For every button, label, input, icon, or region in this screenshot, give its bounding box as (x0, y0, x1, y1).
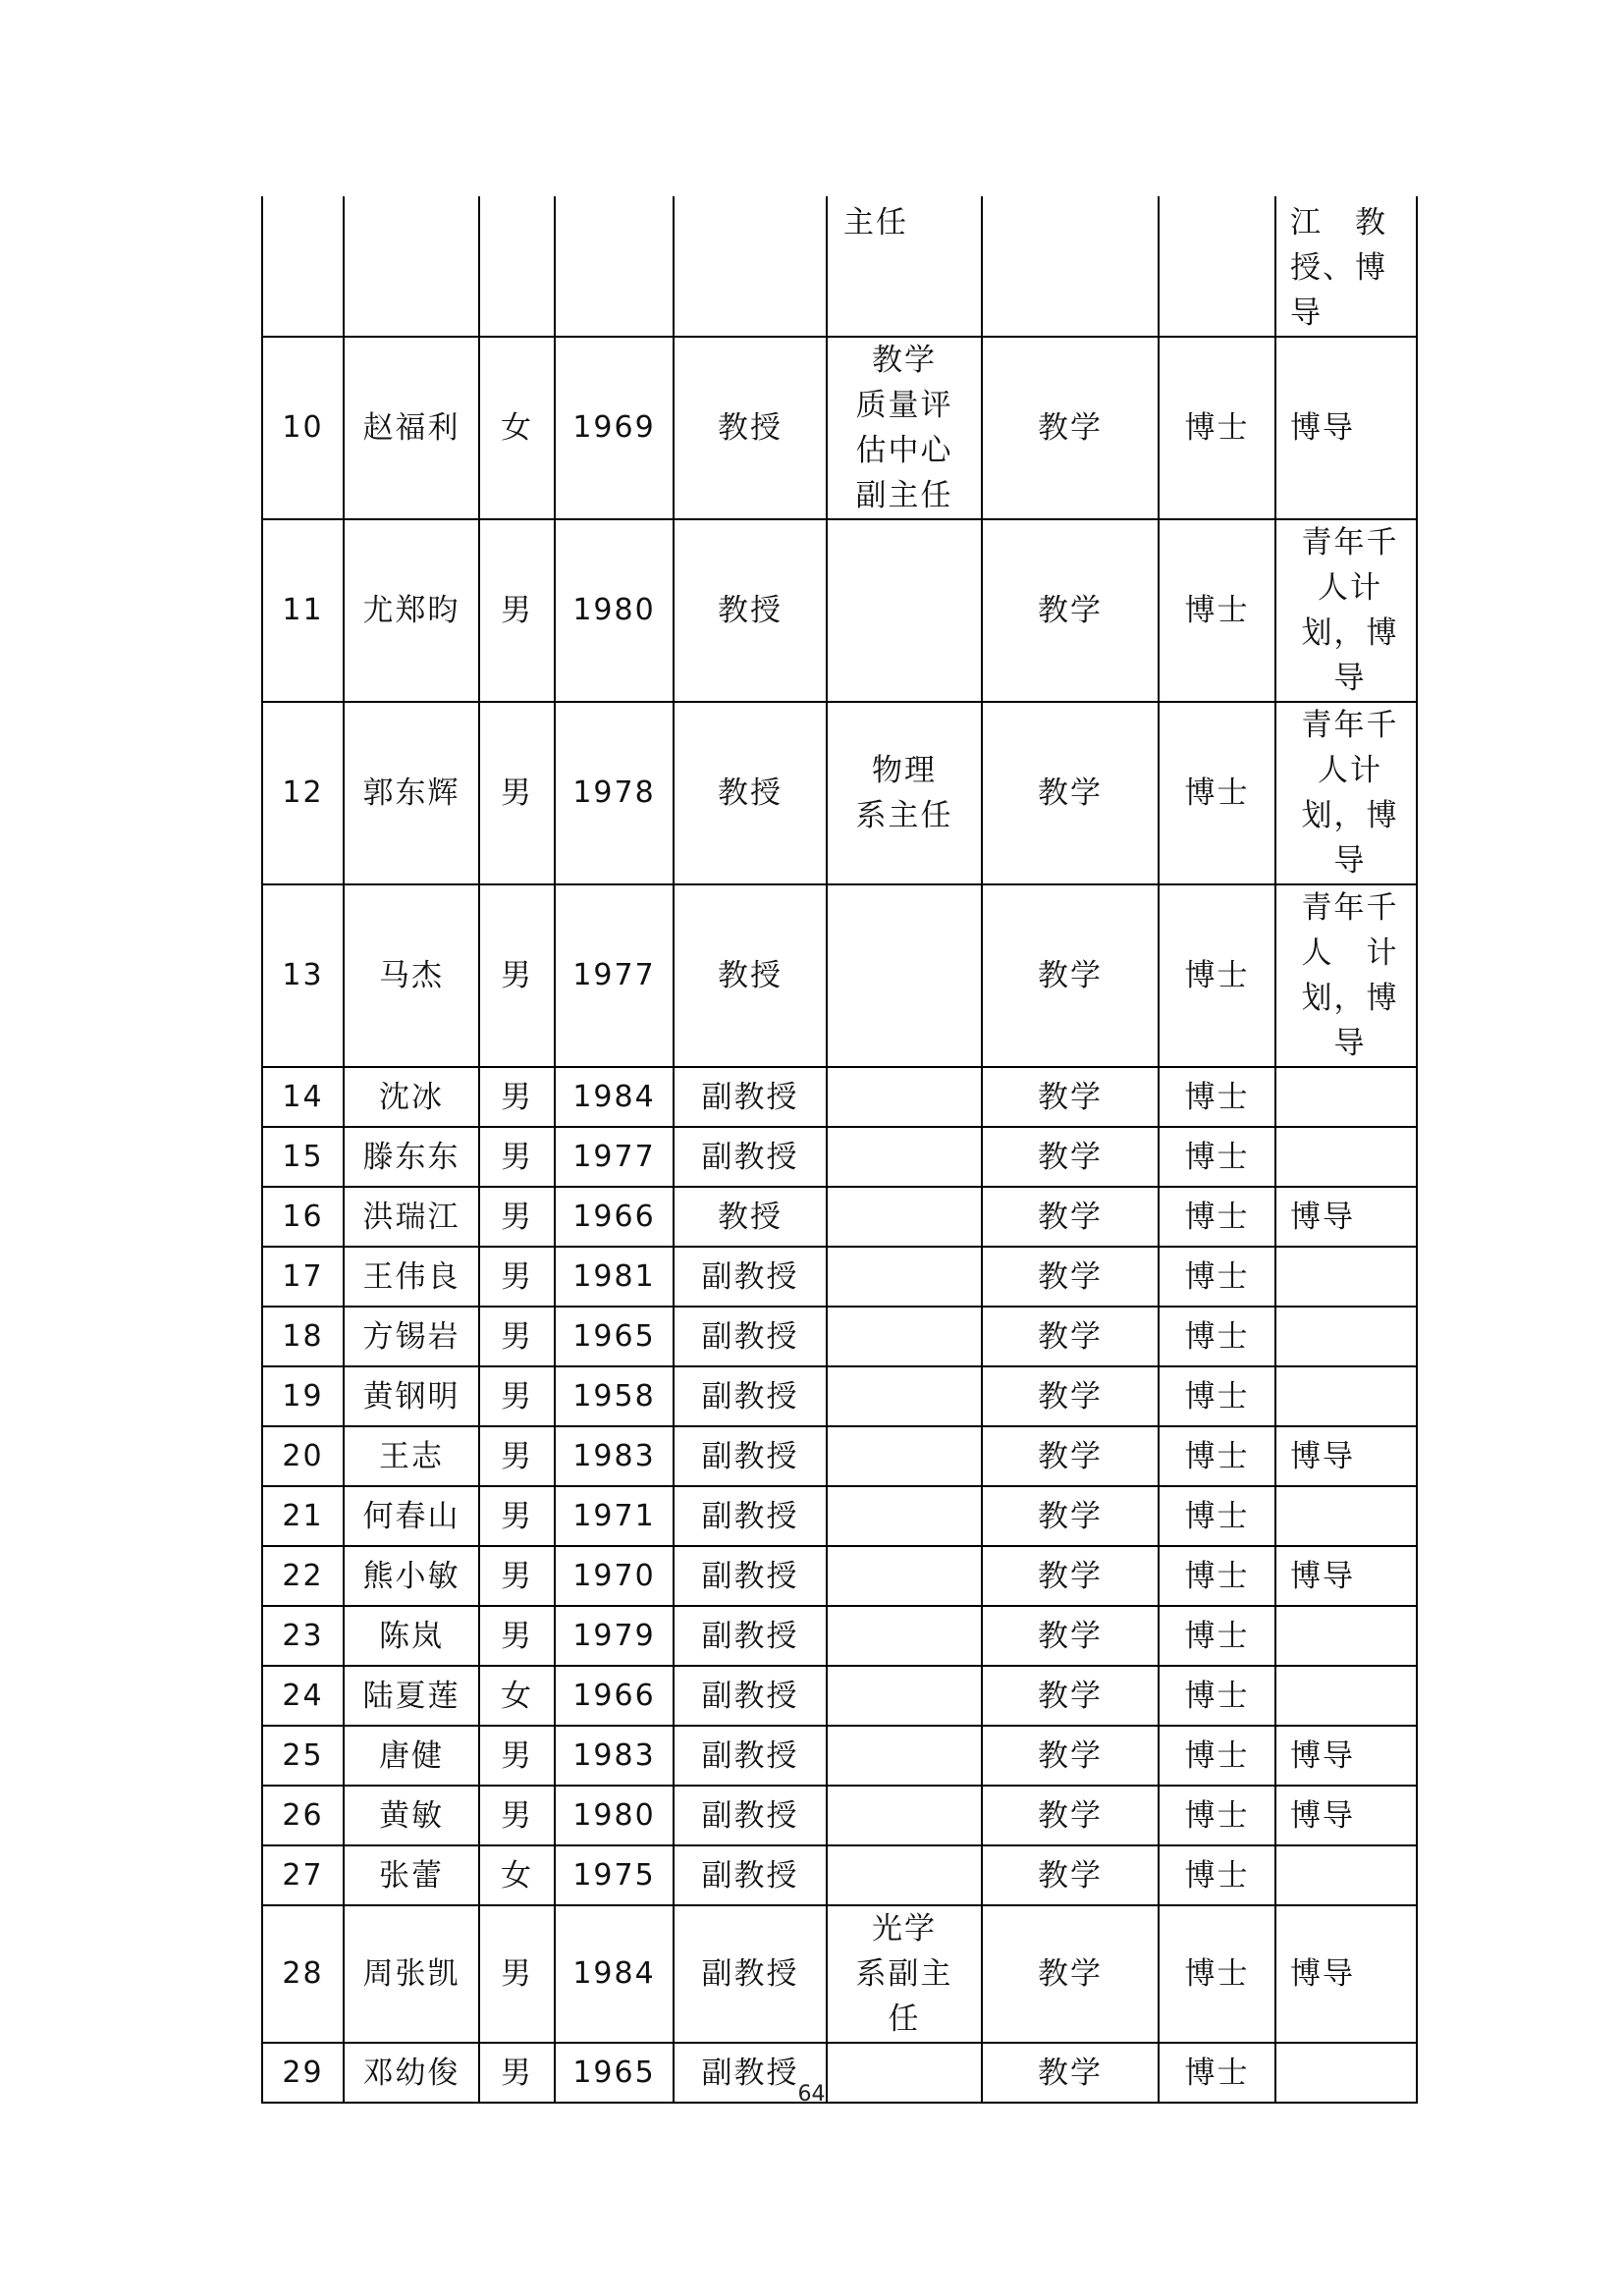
cell-no: 20 (262, 1426, 344, 1486)
cell-no: 29 (262, 2043, 344, 2103)
cell-position (827, 519, 982, 702)
table-row (262, 1426, 1417, 1486)
staff-table (261, 196, 1418, 2104)
cell-position (827, 1366, 982, 1426)
cell-position (827, 1606, 982, 1666)
cell-position (827, 1486, 982, 1546)
page-number: 64 (797, 2082, 826, 2107)
cell-degree: 博士 (1159, 1127, 1275, 1187)
cell-title: 副教授 (674, 1786, 827, 1845)
cell-birth-year: 1965 (555, 2043, 674, 2103)
notes-line: 博导 (1290, 1558, 1355, 1594)
cell-notes (1275, 1726, 1417, 1786)
cell-name: 尤郑昀 (344, 519, 479, 702)
cell-no: 24 (262, 1666, 344, 1726)
cell-degree: 博士 (1159, 519, 1275, 702)
cell-degree: 博士 (1159, 1187, 1275, 1247)
cell-notes (1275, 1606, 1417, 1666)
position-line: 任 (888, 2002, 921, 2037)
cell-name: 郭东辉 (344, 702, 479, 884)
notes-line: 授、博 (1290, 250, 1387, 286)
cell-birth-year: 1970 (555, 1546, 674, 1606)
cell-position (827, 884, 982, 1067)
cell-gender: 男 (479, 1726, 555, 1786)
cell-name: 邓幼俊 (344, 2043, 479, 2103)
cell-position (827, 1127, 982, 1187)
cell-birth-year: 1980 (555, 1786, 674, 1845)
table-row (262, 1786, 1417, 1845)
cell-notes (1275, 196, 1417, 337)
cell-gender: 男 (479, 1187, 555, 1247)
cell-birth-year: 1980 (555, 519, 674, 702)
cell-name: 方锡岩 (344, 1307, 479, 1366)
table-row (262, 519, 1417, 702)
cell-gender: 男 (479, 1426, 555, 1486)
cell-title: 副教授 (674, 1307, 827, 1366)
table-row (262, 1905, 1417, 2043)
cell-notes (1275, 1307, 1417, 1366)
cell-title: 副教授 (674, 1905, 827, 2043)
cell-title: 教授 (674, 702, 827, 884)
cell-notes (1275, 884, 1417, 1067)
cell-notes (1275, 1127, 1417, 1187)
table-body (262, 196, 1417, 2103)
position-line: 系副主 (855, 1956, 953, 1992)
table-row (262, 1546, 1417, 1606)
cell-title: 副教授 (674, 1247, 827, 1307)
cell-degree: 博士 (1159, 1905, 1275, 2043)
notes-line: 人 计 (1301, 935, 1399, 971)
cell-position (827, 1426, 982, 1486)
cell-no: 16 (262, 1187, 344, 1247)
cell-no: 28 (262, 1905, 344, 2043)
cell-post-type: 教学 (982, 1666, 1159, 1726)
cell-post-type: 教学 (982, 1905, 1159, 2043)
cell-notes (1275, 702, 1417, 884)
cell-notes (1275, 1666, 1417, 1726)
notes-line: 博导 (1290, 410, 1355, 446)
cell-notes (1275, 1486, 1417, 1546)
notes-line: 博导 (1290, 1797, 1355, 1834)
cell-title: 教授 (674, 884, 827, 1067)
cell-degree: 博士 (1159, 1247, 1275, 1307)
cell-degree: 博士 (1159, 702, 1275, 884)
cell-position (827, 1905, 982, 2043)
cell-degree: 博士 (1159, 1546, 1275, 1606)
cell-degree: 博士 (1159, 1307, 1275, 1366)
cell-position (827, 1726, 982, 1786)
cell-degree: 博士 (1159, 2043, 1275, 2103)
position-line: 教学 (872, 343, 937, 378)
cell-post-type: 教学 (982, 2043, 1159, 2103)
cell-title: 副教授 (674, 1606, 827, 1666)
cell-degree: 博士 (1159, 1486, 1275, 1546)
cell-position (827, 1786, 982, 1845)
cell-post-type: 教学 (982, 1067, 1159, 1127)
cell-title: 副教授 (674, 1426, 827, 1486)
position-line: 副主任 (855, 478, 953, 513)
cell-birth-year: 1975 (555, 1845, 674, 1905)
cell-gender: 男 (479, 1247, 555, 1307)
cell-birth-year: 1979 (555, 1606, 674, 1666)
cell-degree: 博士 (1159, 1426, 1275, 1486)
cell-title: 副教授 (674, 1546, 827, 1606)
cell-notes (1275, 1845, 1417, 1905)
cell-gender: 女 (479, 1666, 555, 1726)
cell-position (827, 702, 982, 884)
cell-degree: 博士 (1159, 884, 1275, 1067)
cell-no: 21 (262, 1486, 344, 1546)
cell-gender: 男 (479, 519, 555, 702)
cell-gender: 男 (479, 1905, 555, 2043)
notes-line: 划，博 (1301, 798, 1399, 833)
position-line: 估中心 (855, 433, 953, 468)
cell-name: 赵福利 (344, 337, 479, 519)
position-line: 主任 (843, 205, 908, 240)
cell-no: 10 (262, 337, 344, 519)
cell-post-type: 教学 (982, 1426, 1159, 1486)
cell-notes (1275, 519, 1417, 702)
cell-birth-year: 1966 (555, 1187, 674, 1247)
cell-birth-year: 1983 (555, 1726, 674, 1786)
cell-gender: 男 (479, 1606, 555, 1666)
cell-birth-year: 1977 (555, 1127, 674, 1187)
table-row (262, 702, 1417, 884)
cell-post-type: 教学 (982, 1845, 1159, 1905)
cell-position (827, 337, 982, 519)
cell-notes (1275, 1786, 1417, 1845)
table-row (262, 1307, 1417, 1366)
cell-name: 滕东东 (344, 1127, 479, 1187)
cell-title: 副教授 (674, 1486, 827, 1546)
cell-degree: 博士 (1159, 1666, 1275, 1726)
cell-name: 唐健 (344, 1726, 479, 1786)
position-line: 物理 (872, 753, 937, 788)
cell-birth-year: 1984 (555, 1905, 674, 2043)
cell-position (827, 1845, 982, 1905)
cell-no: 18 (262, 1307, 344, 1366)
cell-post-type: 教学 (982, 1366, 1159, 1426)
cell-no: 11 (262, 519, 344, 702)
cell-title: 副教授 (674, 1845, 827, 1905)
cell-title: 副教授 (674, 1666, 827, 1726)
cell-birth-year: 1969 (555, 337, 674, 519)
cell-name: 王志 (344, 1426, 479, 1486)
notes-line: 博导 (1290, 1199, 1355, 1235)
cell-degree: 博士 (1159, 1726, 1275, 1786)
notes-line: 导 (1290, 295, 1323, 331)
cell-gender: 女 (479, 1845, 555, 1905)
notes-line: 青年千 (1301, 890, 1399, 926)
cell-gender: 男 (479, 1366, 555, 1426)
cell-no: 25 (262, 1726, 344, 1786)
cell-gender: 男 (479, 1127, 555, 1187)
cell-gender: 男 (479, 884, 555, 1067)
continued-row (262, 196, 1417, 337)
cell-no: 17 (262, 1247, 344, 1307)
cell-post-type: 教学 (982, 702, 1159, 884)
cell-position (827, 1247, 982, 1307)
cell-name (344, 196, 479, 337)
cell-birth-year: 1966 (555, 1666, 674, 1726)
cell-post-type: 教学 (982, 1127, 1159, 1187)
cell-no: 13 (262, 884, 344, 1067)
cell-position (827, 1546, 982, 1606)
table-row (262, 1486, 1417, 1546)
cell-degree: 博士 (1159, 1366, 1275, 1426)
table-row (262, 1067, 1417, 1127)
table-row (262, 337, 1417, 519)
cell-degree: 博士 (1159, 1067, 1275, 1127)
cell-no: 23 (262, 1606, 344, 1666)
cell-no: 27 (262, 1845, 344, 1905)
notes-line: 博导 (1290, 1956, 1355, 1992)
cell-degree: 博士 (1159, 337, 1275, 519)
table-row (262, 1187, 1417, 1247)
cell-post-type (982, 196, 1159, 337)
table-row (262, 1247, 1417, 1307)
cell-notes (1275, 1426, 1417, 1486)
cell-notes (1275, 337, 1417, 519)
table-row (262, 884, 1417, 1067)
cell-birth-year: 1983 (555, 1426, 674, 1486)
cell-birth-year: 1958 (555, 1366, 674, 1426)
notes-line: 博导 (1290, 1737, 1355, 1774)
cell-gender: 男 (479, 1546, 555, 1606)
position-line: 质量评 (855, 388, 953, 423)
cell-no: 19 (262, 1366, 344, 1426)
cell-position (827, 1666, 982, 1726)
cell-post-type: 教学 (982, 1187, 1159, 1247)
table-row (262, 1366, 1417, 1426)
cell-notes (1275, 1546, 1417, 1606)
cell-name: 陆夏莲 (344, 1666, 479, 1726)
cell-name: 黄钢明 (344, 1366, 479, 1426)
cell-gender: 男 (479, 1786, 555, 1845)
cell-post-type: 教学 (982, 1726, 1159, 1786)
notes-line: 江 教 (1290, 205, 1387, 240)
table-row (262, 1726, 1417, 1786)
cell-name: 黄敏 (344, 1786, 479, 1845)
cell-birth-year (555, 196, 674, 337)
table-row (262, 1845, 1417, 1905)
cell-degree: 博士 (1159, 1845, 1275, 1905)
cell-position (827, 1187, 982, 1247)
table-row (262, 1606, 1417, 1666)
notes-line: 导 (1333, 661, 1367, 696)
cell-name: 马杰 (344, 884, 479, 1067)
cell-degree: 博士 (1159, 1786, 1275, 1845)
cell-name: 陈岚 (344, 1606, 479, 1666)
cell-title: 副教授 (674, 1366, 827, 1426)
cell-birth-year: 1981 (555, 1247, 674, 1307)
cell-degree: 博士 (1159, 1606, 1275, 1666)
cell-no: 12 (262, 702, 344, 884)
notes-line: 博导 (1290, 1438, 1355, 1474)
cell-name: 洪瑞江 (344, 1187, 479, 1247)
notes-line: 划，博 (1301, 981, 1399, 1016)
cell-name: 张蕾 (344, 1845, 479, 1905)
notes-line: 划，博 (1301, 615, 1399, 651)
cell-no (262, 196, 344, 337)
cell-name: 沈冰 (344, 1067, 479, 1127)
notes-line: 导 (1333, 1026, 1367, 1061)
cell-gender: 女 (479, 337, 555, 519)
cell-post-type: 教学 (982, 337, 1159, 519)
notes-line: 青年千 (1301, 525, 1399, 561)
cell-name: 何春山 (344, 1486, 479, 1546)
table-row (262, 1127, 1417, 1187)
cell-position (827, 1307, 982, 1366)
cell-notes (1275, 1247, 1417, 1307)
cell-post-type: 教学 (982, 1546, 1159, 1606)
position-line: 光学 (872, 1911, 937, 1947)
cell-degree (1159, 196, 1275, 337)
cell-post-type: 教学 (982, 519, 1159, 702)
cell-name: 周张凯 (344, 1905, 479, 2043)
cell-birth-year: 1977 (555, 884, 674, 1067)
cell-title: 副教授 (674, 1067, 827, 1127)
cell-title: 副教授 (674, 1127, 827, 1187)
cell-notes (1275, 1187, 1417, 1247)
cell-gender: 男 (479, 1486, 555, 1546)
cell-title: 教授 (674, 337, 827, 519)
cell-gender (479, 196, 555, 337)
cell-title: 教授 (674, 1187, 827, 1247)
cell-no: 22 (262, 1546, 344, 1606)
cell-gender: 男 (479, 702, 555, 884)
position-line: 系主任 (855, 798, 953, 833)
cell-title: 教授 (674, 519, 827, 702)
cell-post-type: 教学 (982, 1606, 1159, 1666)
cell-birth-year: 1971 (555, 1486, 674, 1546)
cell-position (827, 196, 982, 337)
cell-birth-year: 1978 (555, 702, 674, 884)
cell-birth-year: 1965 (555, 1307, 674, 1366)
cell-notes (1275, 1905, 1417, 2043)
notes-line: 青年千 (1301, 708, 1399, 743)
cell-title: 副教授 (674, 1726, 827, 1786)
cell-gender: 男 (479, 1307, 555, 1366)
cell-name: 王伟良 (344, 1247, 479, 1307)
cell-title: 副教授 (674, 2043, 827, 2103)
cell-no: 15 (262, 1127, 344, 1187)
cell-gender: 男 (479, 1067, 555, 1127)
cell-gender: 男 (479, 2043, 555, 2103)
cell-title (674, 196, 827, 337)
cell-no: 14 (262, 1067, 344, 1127)
cell-post-type: 教学 (982, 1307, 1159, 1366)
cell-post-type: 教学 (982, 884, 1159, 1067)
table-row (262, 1666, 1417, 1726)
cell-post-type: 教学 (982, 1247, 1159, 1307)
cell-name: 熊小敏 (344, 1546, 479, 1606)
notes-line: 导 (1333, 843, 1367, 879)
cell-post-type: 教学 (982, 1486, 1159, 1546)
notes-line: 人计 (1318, 753, 1382, 788)
cell-no: 26 (262, 1786, 344, 1845)
cell-birth-year: 1984 (555, 1067, 674, 1127)
cell-notes (1275, 1366, 1417, 1426)
cell-position (827, 1067, 982, 1127)
cell-notes (1275, 1067, 1417, 1127)
cell-post-type: 教学 (982, 1786, 1159, 1845)
notes-line: 人计 (1318, 570, 1382, 606)
